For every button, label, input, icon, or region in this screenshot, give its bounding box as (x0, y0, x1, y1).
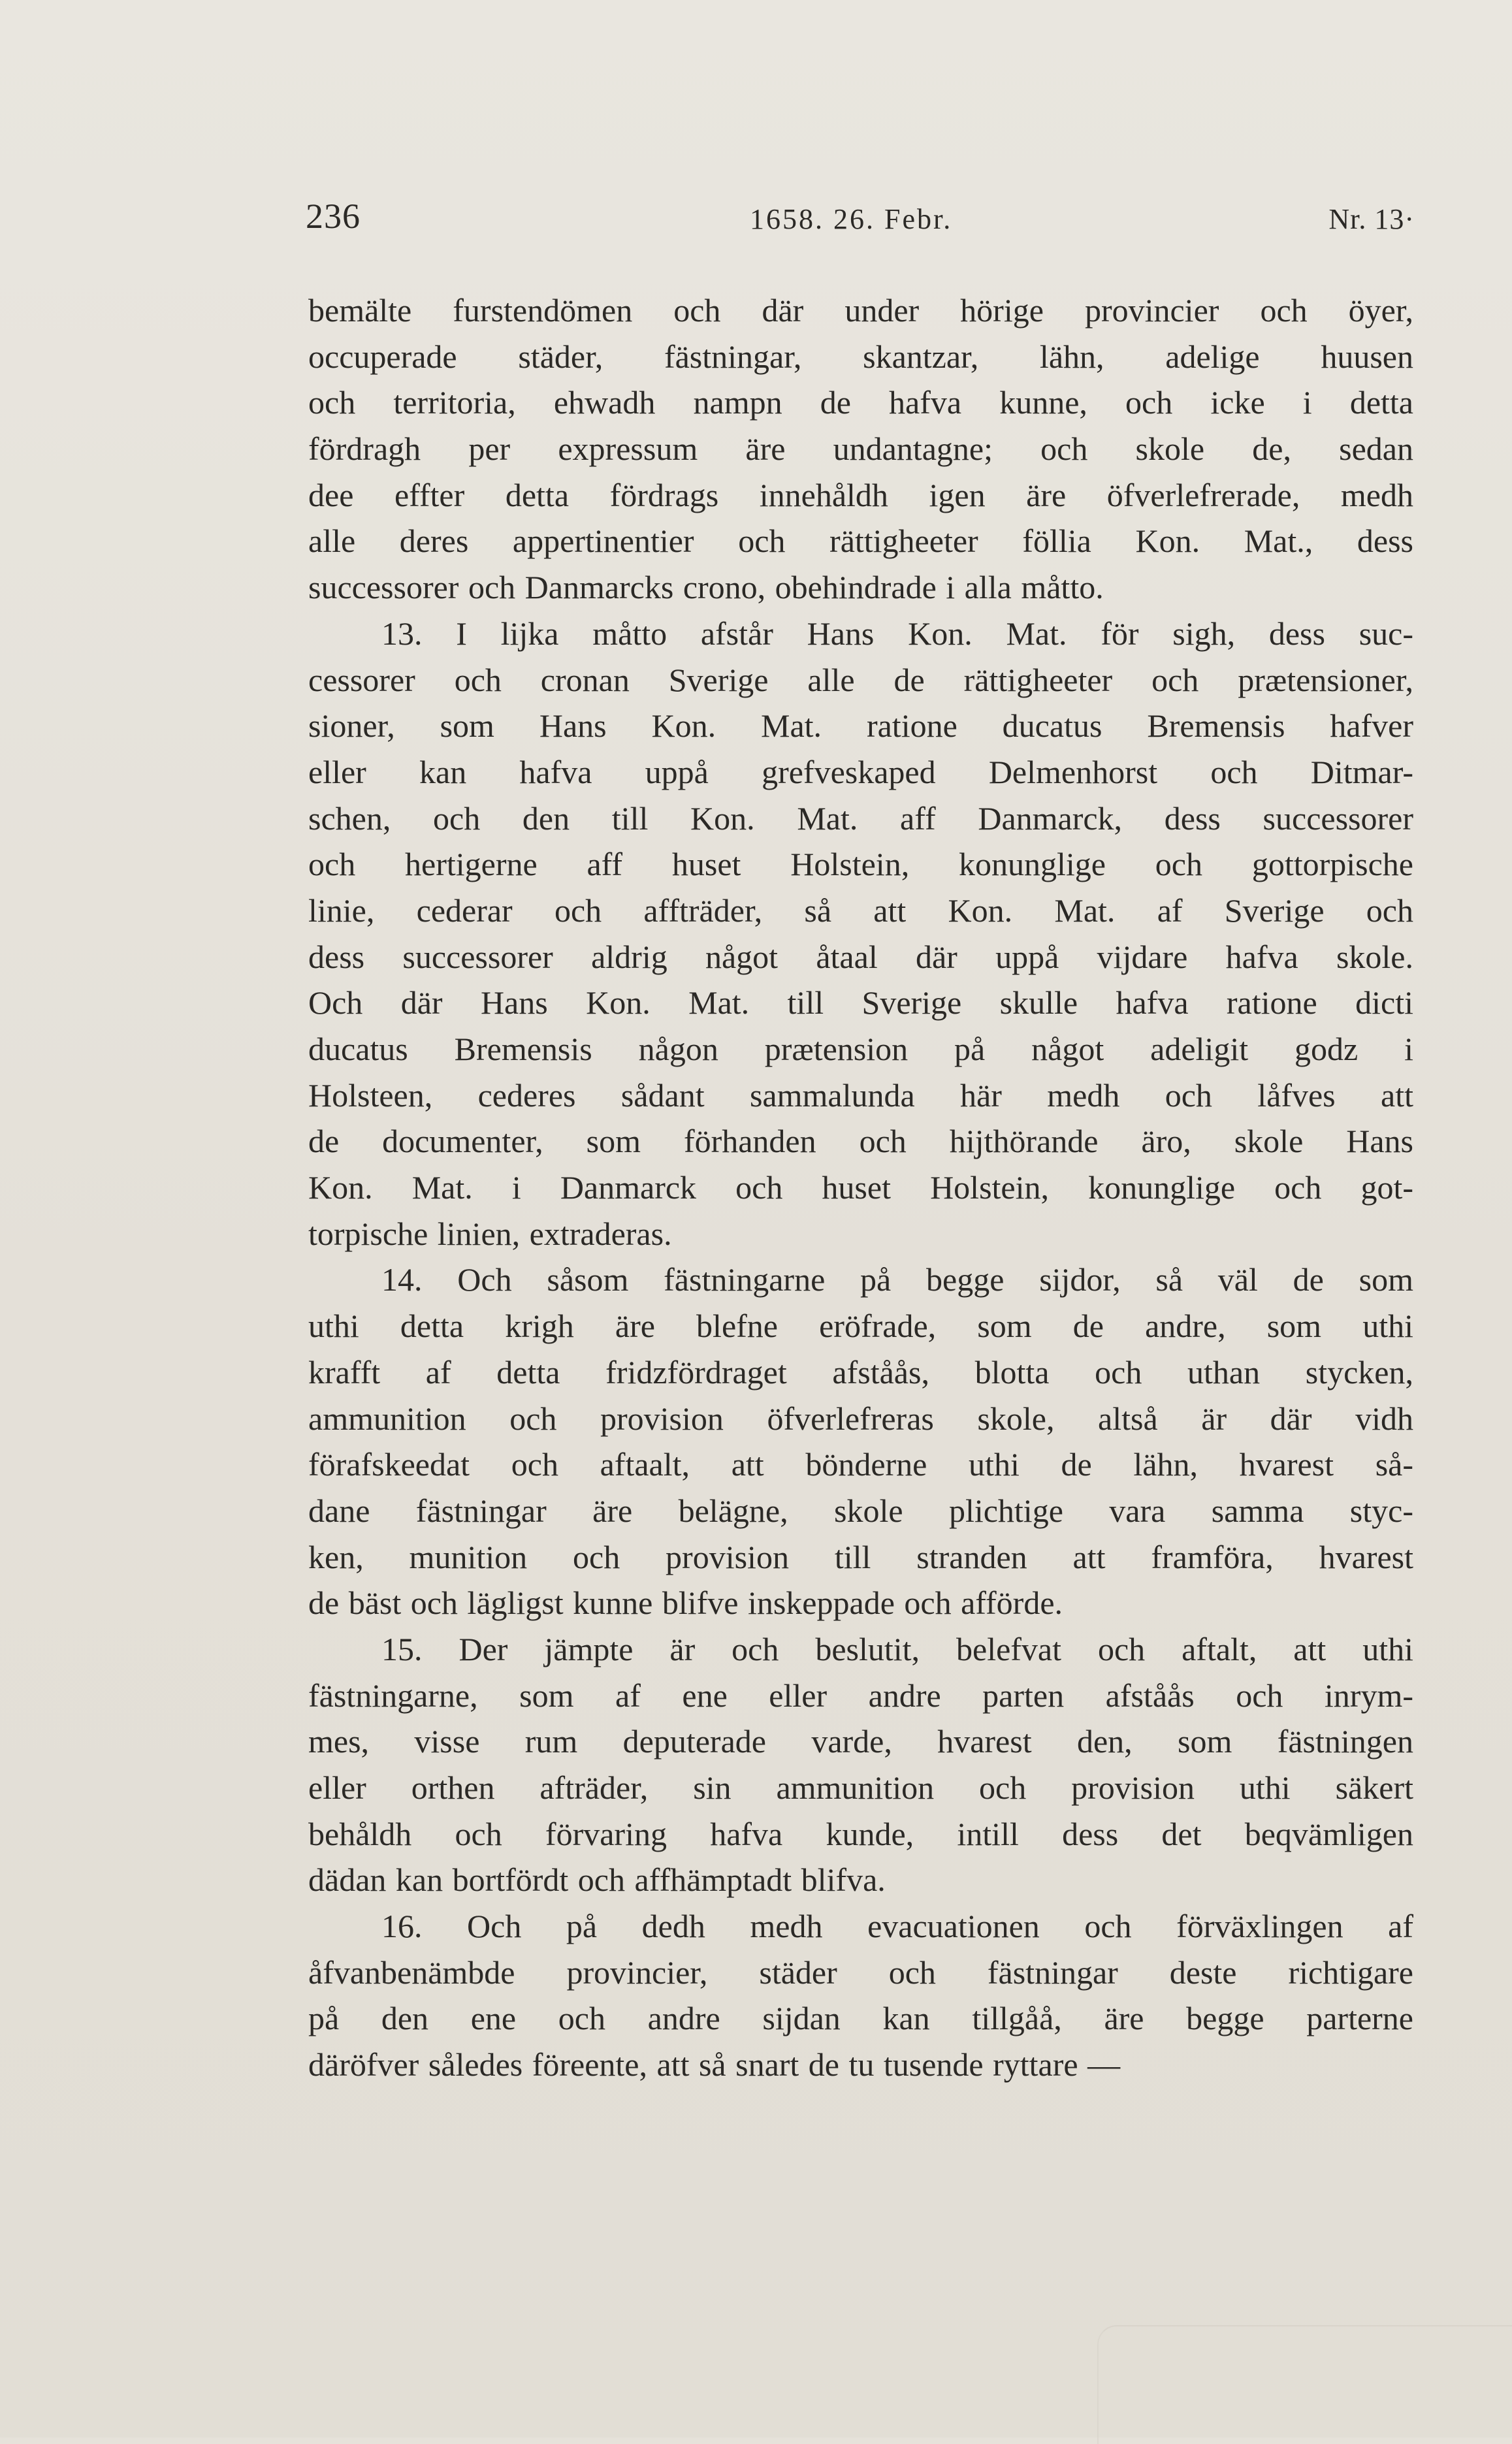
body-text (308, 287, 1413, 2088)
text-line: dee effter detta fördrags innehåldh igen äre öfverlefrerade, medh (308, 476, 1413, 513)
text-line: och territoria, ehwadh nampn de hafva kunne, och icke i detta (308, 384, 1413, 421)
page-corner-mark (1097, 2325, 1512, 2444)
text-line: och hertigerne aff huset Holstein, konunglige och gottorpische (308, 846, 1413, 883)
text-line: schen, och den till Kon. Mat. aff Danmarck, dess successorer (308, 799, 1413, 837)
header-date: 1658. 26. Febr. (750, 203, 953, 235)
text-line: krafft af detta fridzfördraget afståås, blotta och uthan stycken, (308, 1353, 1413, 1391)
section-16-start: 16. Och på dedh medh evacuationen och förväxlingen af (381, 1908, 1413, 1945)
section-14-start: 14. Och såsom fästningarne på begge sijdor, så väl de som (381, 1261, 1413, 1298)
text-line: de bäst och lägligst kunne blifve inskeppade och afförde. (308, 1584, 1063, 1622)
text-line: torpische linien, extraderas. (308, 1215, 672, 1252)
text-line: behåldh och förvaring hafva kunde, intill dess det beqvämligen (308, 1815, 1413, 1852)
text-line: eller kan hafva uppå grefveskaped Delmenhorst och Ditmar- (308, 753, 1413, 790)
text-line: ken, munition och provision till stranden att framföra, hvarest (308, 1538, 1413, 1575)
text-line: Kon. Mat. i Danmarck och huset Holstein, konunglige och got- (308, 1169, 1413, 1206)
text-line: ducatus Bremensis någon prætension på något adeligit godz i (308, 1031, 1413, 1067)
text-line: fästningarne, som af ene eller andre parten afståås och inrym- (308, 1677, 1413, 1714)
text-line: bemälte furstendömen och där under hörige provincier och öyer, (308, 292, 1413, 329)
text-line: de documenter, som förhanden och hijthörande äro, skole Hans (308, 1123, 1413, 1160)
text-line: däröfver således föreente, att så snart de tu tusende ryttare — (308, 2046, 1121, 2083)
text-line: ammunition och provision öfverlefreras skole, altså är där vidh (308, 1400, 1413, 1437)
text-line: dess successorer aldrig något åtaal där uppå vijdare hafva skole. (308, 938, 1413, 975)
text-line: sioner, som Hans Kon. Mat. ratione ducatus Bremensis hafver (308, 707, 1413, 745)
page-number: 236 (306, 197, 361, 236)
text-line: Och där Hans Kon. Mat. till Sverige skulle hafva ratione dicti (308, 984, 1413, 1021)
page-header (306, 196, 1415, 248)
text-line: linie, cederar och affträder, så att Kon. Mat. af Sverige och (308, 892, 1413, 929)
document-number: Nr. 13· (1328, 203, 1415, 235)
text-line: dädan kan bortfördt och affhämptadt blifva. (308, 1861, 886, 1899)
text-line: uthi detta krigh äre blefne eröfrade, som de andre, som uthi (308, 1308, 1413, 1345)
text-line: successorer och Danmarcks crono, obehindrade i alla måtto. (308, 569, 1104, 606)
text-line: Holsteen, cederes sådant sammalunda här medh och låfves att (308, 1076, 1413, 1114)
text-line: alle deres appertinentier och rättigheeter föllia Kon. Mat., dess (308, 523, 1413, 560)
text-line: eller orthen afträder, sin ammunition och provision uthi säkert (308, 1769, 1413, 1806)
text-line: åfvanbenämbde provincier, städer och fästningar deste richtigare (308, 1954, 1413, 1991)
text-line: på den ene och andre sijdan kan tillgåå, äre begge parterne (308, 2000, 1413, 2037)
text-line: dane fästningar äre belägne, skole plichtige vara samma styc- (308, 1492, 1413, 1529)
section-15-start: 15. Der jämpte är och beslutit, belefvat och aftalt, att uthi (381, 1630, 1413, 1667)
text-line: cessorer och cronan Sverige alle de rättigheeter och prætensioner, (308, 661, 1413, 698)
text-line: förafskeedat och aftaalt, att bönderne uthi de lähn, hvarest så- (308, 1446, 1413, 1483)
text-line: fördragh per expressum äre undantagne; och skole de, sedan (308, 430, 1413, 468)
text-line: mes, visse rum deputerade varde, hvarest den, som fästningen (308, 1723, 1413, 1760)
text-line: occuperade städer, fästningar, skantzar, lähn, adelige huusen (308, 338, 1413, 375)
section-13-start: 13. I lijka måtto afstår Hans Kon. Mat. för sigh, dess suc- (381, 615, 1413, 652)
